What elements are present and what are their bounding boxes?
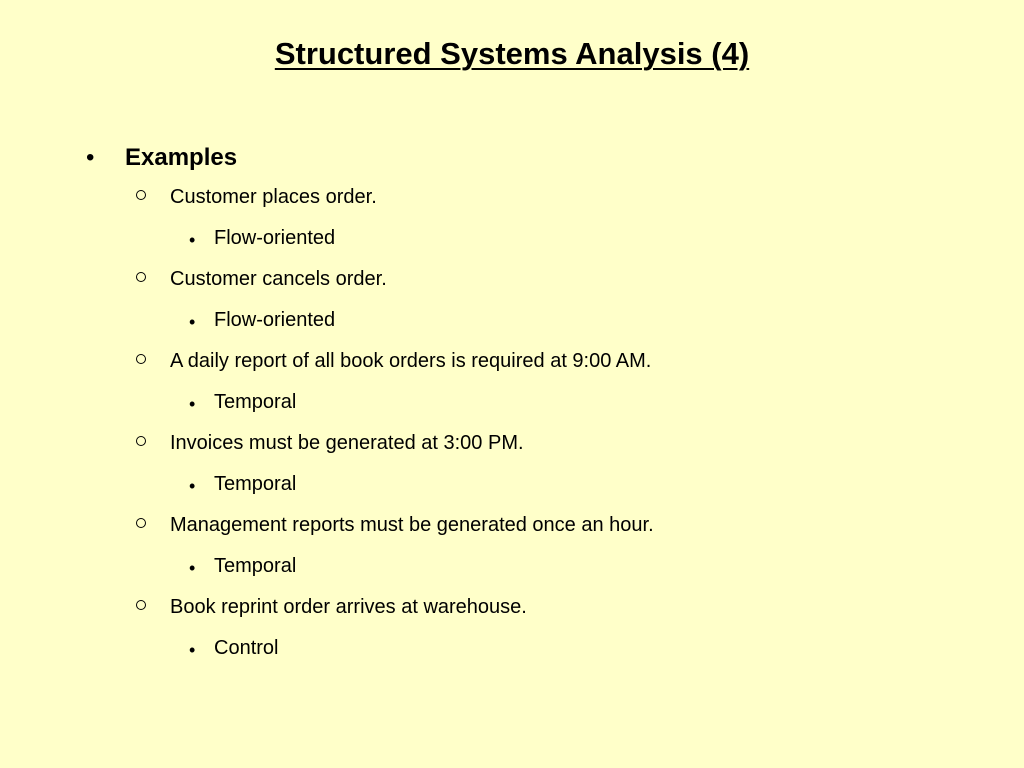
section-heading: Examples [125,144,238,171]
hollow-circle-bullet-icon [136,190,146,200]
example-row [0,260,1024,301]
example-item [0,506,1024,588]
example-item [0,178,1024,260]
hollow-circle-bullet-icon [136,272,146,282]
category-row [0,465,1024,506]
hollow-circle-bullet-icon [136,600,146,610]
category-row [0,301,1024,342]
example-row [0,588,1024,629]
example-text: Customer cancels order. [170,268,387,290]
example-row [0,424,1024,465]
hollow-circle-bullet-icon [136,436,146,446]
sub-bullet-icon: • [189,394,196,414]
category-row [0,547,1024,588]
slide-title: Structured Systems Analysis (4) [274,36,750,71]
category-text: Flow-oriented [214,227,336,249]
category-row [0,383,1024,424]
example-text: Book reprint order arrives at warehouse. [170,596,527,618]
category-row [0,629,1024,670]
bullet-icon: • [86,144,95,171]
examples-list [0,178,1024,670]
example-item [0,424,1024,506]
example-text: A daily report of all book orders is required at 9:00 AM. [170,350,652,372]
example-item [0,588,1024,670]
category-text: Control [214,637,279,659]
example-text: Management reports must be generated once an hour. [170,514,654,536]
example-text: Invoices must be generated at 3:00 PM. [170,432,524,454]
example-row [0,342,1024,383]
example-item [0,342,1024,424]
category-text: Temporal [214,555,297,577]
example-row [0,506,1024,547]
sub-bullet-icon: • [189,312,196,332]
sub-bullet-icon: • [189,640,196,660]
hollow-circle-bullet-icon [136,518,146,528]
sub-bullet-icon: • [189,476,196,496]
category-text: Flow-oriented [214,309,336,331]
example-text: Customer places order. [170,186,377,208]
category-row [0,219,1024,260]
sub-bullet-icon: • [189,230,196,250]
heading-row [0,140,1024,178]
slide-content [0,140,1024,670]
example-item [0,260,1024,342]
category-text: Temporal [214,473,297,495]
example-row [0,178,1024,219]
category-text: Temporal [214,391,297,413]
sub-bullet-icon: • [189,558,196,578]
hollow-circle-bullet-icon [136,354,146,364]
